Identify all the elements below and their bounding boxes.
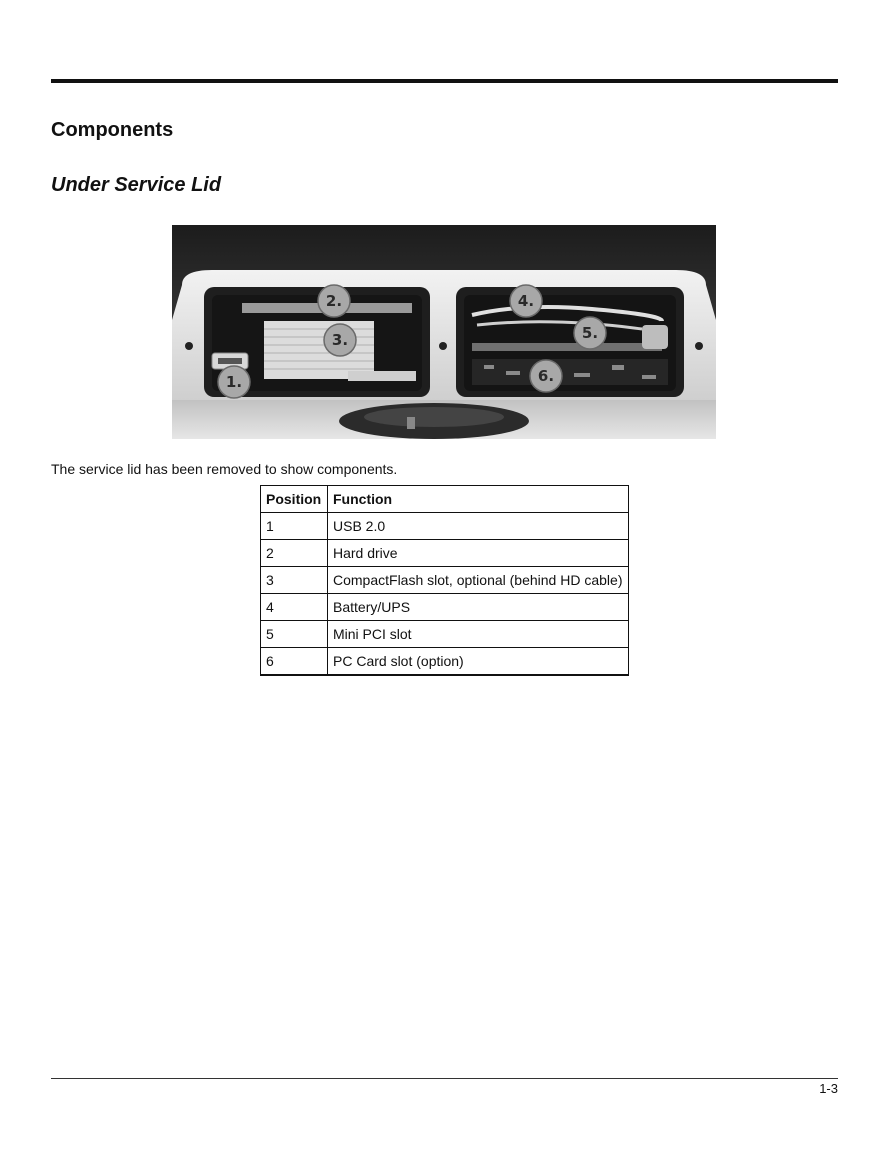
figure-caption: The service lid has been removed to show components.: [51, 461, 398, 477]
page-number: 1-3: [819, 1081, 838, 1096]
function-cell: Hard drive: [328, 540, 629, 567]
position-cell: 2: [261, 540, 328, 567]
table-header-row: [261, 486, 629, 513]
callout-1: [218, 366, 250, 398]
table-row: [261, 594, 629, 621]
callout-6: [530, 360, 562, 392]
callout-3: [324, 324, 356, 356]
svg-text:3.: 3.: [331, 331, 349, 349]
position-cell: 6: [261, 648, 328, 676]
section-title: Components: [51, 119, 174, 141]
table-row: [261, 513, 629, 540]
table-row: [261, 648, 629, 676]
table-row: [261, 567, 629, 594]
function-cell: Battery/UPS: [328, 594, 629, 621]
svg-text:6.: 6.: [537, 367, 555, 385]
column-header-position: Position: [261, 486, 328, 513]
position-cell: 3: [261, 567, 328, 594]
footer-rule: [51, 1078, 838, 1079]
table-row: [261, 621, 629, 648]
function-cell: PC Card slot (option): [328, 648, 629, 676]
callout-2: [318, 285, 350, 317]
column-header-function: Function: [328, 486, 629, 513]
function-cell: Mini PCI slot: [328, 621, 629, 648]
svg-text:2.: 2.: [325, 292, 343, 310]
position-cell: 1: [261, 513, 328, 540]
svg-text:5.: 5.: [581, 324, 599, 342]
header-rule: [51, 79, 838, 83]
subsection-title: Under Service Lid: [51, 174, 222, 196]
position-cell: 5: [261, 621, 328, 648]
svg-text:4.: 4.: [517, 292, 535, 310]
function-cell: USB 2.0: [328, 513, 629, 540]
table-row: [261, 540, 629, 567]
service-lid-photo: [172, 225, 716, 439]
components-table: [260, 485, 629, 676]
function-cell: CompactFlash slot, optional (behind HD cable): [328, 567, 629, 594]
callout-5: [574, 317, 606, 349]
position-cell: 4: [261, 594, 328, 621]
svg-text:1.: 1.: [225, 373, 243, 391]
callout-4: [510, 285, 542, 317]
